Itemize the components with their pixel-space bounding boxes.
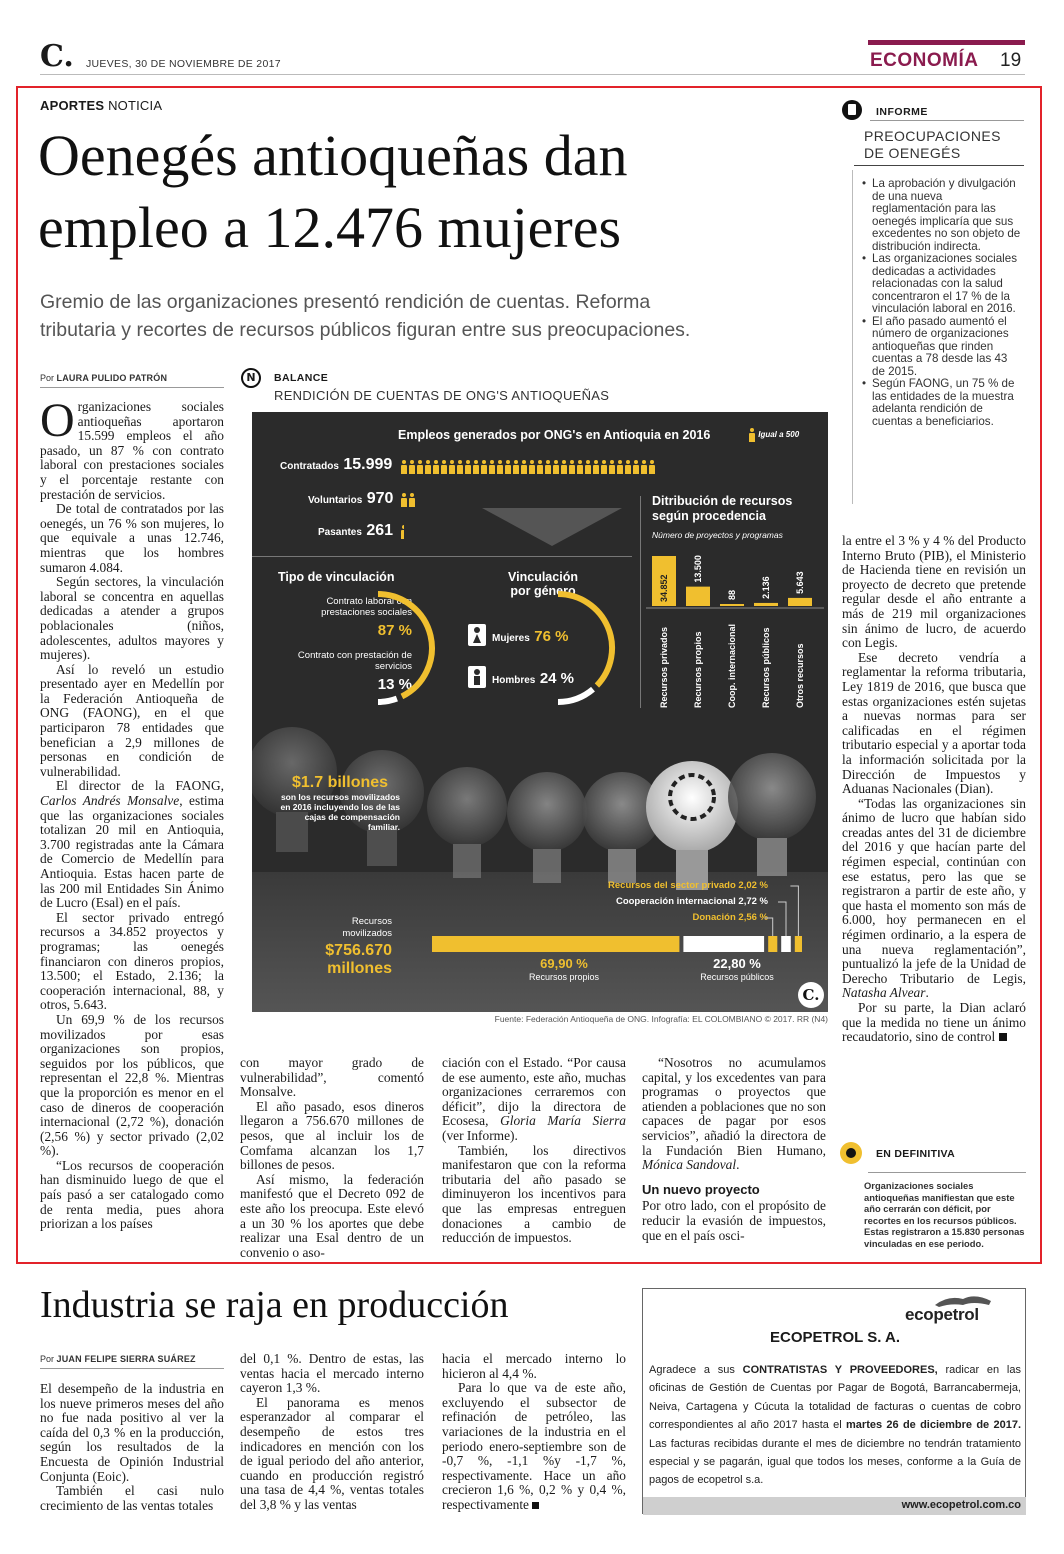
person-icon — [496, 460, 503, 474]
tipo-arc-chart — [368, 588, 448, 708]
person-icon — [504, 460, 511, 474]
text-run: , estima que las organizaciones sociales totalizan 20 mil en Antioquia, 3.700 registradas ante la Cámara de Comercio de Medellín para Antioquia. Estas hacen parte de las 200 mil Entidades Sin Ánimo de Lucro (Esal) en el país. — [40, 793, 224, 911]
logo-text: C. — [40, 39, 74, 74]
resource-segment — [795, 936, 802, 952]
cluster-icon — [840, 1142, 862, 1164]
text-run: Agradece a sus — [649, 1364, 743, 1376]
article-paragraph: Así lo reveló un estudio presentado ayer en Medellín por la Federación Antioqueña de ONG (FAONG), en el que participaron 78 entidades que benefician a 2,9 millones de personas en condición de vulnerabilidad. — [40, 661, 224, 779]
genero-arc-a — [558, 594, 612, 686]
second-column-1 — [40, 1382, 224, 1513]
article-column-4 — [642, 1056, 826, 1243]
article-paragraph — [842, 1001, 1026, 1045]
dist-bar — [686, 587, 710, 606]
informe-title-2: DE OENEGÉS — [864, 145, 961, 161]
person-icon — [512, 460, 519, 474]
article-paragraph: El año pasado, esos dineros llegaron a 756.670 millones de pesos, que al incluir los de Comfama alcanzan los 1,7 billones de pesos. — [240, 1098, 424, 1173]
en-definitiva-box — [838, 1140, 1028, 1254]
dist-category-label: Coop. internacional — [727, 623, 737, 708]
section-accent-bar — [868, 40, 1025, 45]
person-icon — [592, 460, 599, 474]
article-paragraph — [842, 797, 1026, 1001]
infographic-panel — [252, 412, 828, 1012]
article-paragraph: Ese decreto vendría a reglamentar la reforma tributaria, Ley 1819 de 2016, que busca que estas organizaciones estén sujetas a nuevas normas para ser calificadas en el régimen tributario especial y a aportar toda la información solicitada por la Dirección de Impuestos y Aduanas Nacionales (Dian). — [842, 649, 1026, 797]
dist-category-label: Recursos propios — [693, 631, 703, 708]
kicker-text: NOTICIA — [108, 98, 163, 113]
informe-item: • El año pasado aumentó el número de organizaciones antioqueñas que rinden cuentas a 78 desde las 43 de 2015. — [862, 316, 1022, 379]
person-icon — [748, 428, 755, 442]
text-run: Las facturas recibidas durante el mes de diciembre no tendrán tratamiento especial y se pagarán, igual que todos los meses, conforme a la Guía de pagos de ecopetrol s.a. — [649, 1437, 1021, 1487]
contratados-label: Contratados — [280, 461, 339, 472]
newspaper-logo — [40, 39, 74, 74]
dist-bar-value: 2.136 — [761, 576, 771, 599]
genero-title-2: por género — [510, 584, 576, 598]
subhead: Un nuevo proyecto — [642, 1181, 760, 1197]
dist-title-2: según procedencia — [652, 509, 766, 523]
dek-line-2: tributaria y recortes de recursos públicos figuran entre sus preocupaciones. — [40, 319, 691, 341]
donacion-label: Donación 2,56 % — [692, 912, 768, 923]
person-icon — [600, 460, 607, 474]
ad-body — [649, 1361, 1021, 1490]
article-column-2 — [240, 1056, 424, 1260]
contratados-row — [280, 456, 392, 474]
person-name: Carlos Andrés Monsalve — [40, 793, 180, 809]
dist-category-label: Otros recursos — [795, 643, 805, 708]
person-icon-partial — [408, 493, 415, 507]
movilizados-label-1: Recursos — [351, 916, 392, 927]
cooperacion-label: Cooperación internacional 2,72 % — [615, 896, 768, 907]
person-icon — [432, 460, 439, 474]
pasantes-value: 261 — [366, 522, 394, 539]
article-paragraph: El sector privado entregó recursos a 34.852 proyectos y programas; las oenegés financiaron con dineros propios, 13.500; el Estado, 2.136; la cooperación internacional, 88, y otros, 5.643. — [40, 909, 224, 1013]
genero-title-1: Vinculación — [508, 570, 578, 584]
person-icon — [624, 460, 631, 474]
end-mark-icon — [532, 1502, 539, 1509]
article-paragraph: “Los recursos de cooperación han disminuido luego de que el país pasó a ser catalogado como de renta media, pues ahora priorizan a los países — [40, 1157, 224, 1232]
informe-item: • La aprobación y divulgación de una nueva reglamentación para las oenegés implicaría que sus excedentes no son objeto de distribución indirecta. — [862, 178, 1022, 253]
person-icon-partial — [648, 460, 655, 474]
article-paragraph — [40, 394, 224, 502]
informe-item: • Las organizaciones sociales dedicadas a actividades relacionadas con la salud concentraron el 17 % de la vinculación laboral en 2016. — [862, 253, 1022, 316]
dist-bar-value: 5.643 — [795, 571, 805, 594]
person-icon — [400, 460, 407, 474]
masthead — [40, 40, 1025, 76]
person-icon — [568, 460, 575, 474]
person-icon — [448, 460, 455, 474]
tipo-a-label: Contrato laboral con prestaciones sociales — [321, 596, 412, 618]
text-run: . — [925, 985, 929, 1001]
byline-name: LAURA PULIDO PATRÓN — [56, 373, 168, 383]
person-icon — [520, 460, 527, 474]
person-icon — [608, 460, 615, 474]
divider-line — [252, 556, 632, 557]
tipo-title: Tipo de vinculación — [278, 570, 395, 584]
text-run: “Todas las organizaciones sin ánimo de lucro que habían sido creadas antes del 31 de diciembre del 2016 y que hacían parte del régimen especial, continúan con ese estatus, pero las que se registraron a partir de este año, y que hasta el momento son más de 6.000, hoy permanecen en el régimen ordinario, a la espera de una nueva reglamentación”, puntualizó la jefe de la Unidad de Derecho Tributario de Legis, — [842, 795, 1026, 986]
page-number: 19 — [1000, 50, 1022, 71]
article-column-5 — [842, 534, 1026, 1045]
person-icon — [552, 460, 559, 474]
text-run-bold: CONTRATISTAS Y PROVEEDORES, — [742, 1364, 938, 1376]
byline-name: JUAN FELIPE SIERRA SUÁREZ — [56, 1354, 196, 1364]
text-run: ciación con el Estado. “Por causa de ese aumento, este año, muchas organizaciones cerraremos con déficit”, dijo la directora de Ecosesa, — [442, 1055, 626, 1129]
resource-segment — [683, 936, 764, 952]
dist-title — [652, 494, 792, 524]
person-icon — [632, 460, 639, 474]
person-icon — [528, 460, 535, 474]
billones-value: $1.7 billones — [292, 774, 389, 791]
article-paragraph — [442, 1381, 626, 1512]
person-icon — [544, 460, 551, 474]
man-icon — [468, 666, 486, 688]
infographic — [240, 366, 828, 1028]
bulb-shape — [507, 772, 587, 883]
person-icon — [480, 460, 487, 474]
article-dek — [40, 288, 830, 344]
dist-bar-value: 88 — [727, 589, 737, 600]
en-definitiva-text: Organizaciones sociales antioqueñas manifiestan que este año cerrarán con déficit, por recortes en los recursos públicos. Estas registraron a 15.830 personas vinculadas en ese periodo. — [864, 1180, 1025, 1249]
dist-bar-value: 34.852 — [659, 574, 669, 602]
second-headline: Industria se raja en producción — [40, 1284, 509, 1326]
article-byline — [40, 373, 224, 388]
article-paragraph — [40, 779, 224, 910]
tipo-a-value: 87 % — [377, 622, 412, 639]
distribution-bar-chart — [642, 548, 828, 710]
article-column-1 — [40, 394, 224, 1232]
article-paragraph: Según sectores, la vinculación laboral se concentra en aquellas dedicadas a atender a grupos poblacionales (niños, adolescentes, adultos mayores y mujeres). — [40, 574, 224, 663]
second-column-3 — [442, 1352, 626, 1513]
person-icon — [408, 460, 415, 474]
movilizados-value-2: millones — [327, 960, 392, 977]
article-paragraph: del 0,1 %. Dentro de estas, las ventas hacia el mercado interno cayeron 1,3 %. — [240, 1351, 424, 1396]
resources-stacked-bar — [252, 872, 828, 1012]
byline-prefix: Por — [40, 1354, 55, 1364]
leader-line — [790, 886, 798, 936]
dist-bar — [754, 603, 778, 606]
byline-prefix: Por — [40, 373, 55, 383]
ad-url[interactable]: www.ecopetrol.com.co — [901, 1499, 1021, 1511]
publicos-value: 22,80 % — [713, 956, 761, 971]
informe-item: • Según FAONG, un 75 % de las entidades de la muestra adelanta rendición de cuentas a beneficiarios. — [862, 378, 1022, 428]
person-icon — [440, 460, 447, 474]
dek-line-1: Gremio de las organizaciones presentó rendición de cuentas. Reforma — [40, 291, 651, 313]
en-definitiva-rule — [868, 1172, 1026, 1173]
informe-title — [864, 128, 1001, 162]
propios-label: Recursos propios — [528, 972, 600, 982]
text-run-bold: martes 26 de diciembre de 2017. — [846, 1419, 1021, 1432]
infographic-kicker: BALANCE — [274, 372, 329, 384]
resource-segment — [432, 936, 679, 952]
headline-line-1: Oenegés antioqueñas dan — [38, 123, 628, 188]
person-name: Natasha Alvear — [842, 985, 926, 1001]
icon-legend — [748, 428, 799, 442]
hombres-value: 24 % — [539, 670, 575, 687]
person-icon — [536, 460, 543, 474]
genero-arc-b — [558, 689, 593, 702]
person-icon — [576, 460, 583, 474]
icon-legend-text: Igual a 500 — [758, 430, 800, 440]
mujeres-label: Mujeres — [492, 633, 530, 644]
text-run: . — [736, 1157, 740, 1173]
hombres-label: Hombres — [492, 675, 536, 686]
article-paragraph — [442, 1056, 626, 1144]
article-paragraph: Así mismo, la federación manifestó que el Decreto 092 de este año los preocupa. Este elevó a un 30 % los aportes que debe realizar una Esal dentro de un convenio o aso- — [240, 1171, 424, 1260]
text-run: Por su parte, la Dian aclaró que la medida no tiene un ánimo recaudatorio, sino de control — [842, 1000, 1026, 1045]
issue-date: JUEVES, 30 DE NOVIEMBRE DE 2017 — [86, 58, 281, 70]
informe-title-1: PREOCUPACIONES — [864, 128, 1001, 144]
article-paragraph: De total de contratados por las oenegés, un 76 % son mujeres, lo que equivale a unas 12.746, mientras que los hombres sumaron 4.084. — [40, 501, 224, 575]
voluntarios-label: Voluntarios — [308, 495, 363, 506]
article-headline — [38, 120, 828, 264]
person-icon — [584, 460, 591, 474]
person-icon-partial — [400, 525, 404, 539]
ecopetrol-ad — [642, 1288, 1026, 1514]
second-column-2 — [240, 1352, 424, 1513]
dist-bar — [788, 598, 812, 606]
person-icon — [424, 460, 431, 474]
person-icon — [488, 460, 495, 474]
mujeres-value: 76 % — [534, 628, 569, 645]
person-icon — [616, 460, 623, 474]
infographic-logo-text: C. — [802, 986, 820, 1004]
voluntarios-value: 970 — [366, 490, 394, 507]
tipo-b-value: 13 % — [377, 676, 412, 693]
billones-text: son los recursos movilizados en 2016 incluyendo los de las cajas de compensación familiar. — [280, 792, 400, 832]
dist-subtitle: Número de proyectos y programas — [652, 530, 783, 540]
infographic-title: RENDICIÓN DE CUENTAS DE ONG'S ANTIOQUEÑAS — [274, 388, 610, 403]
text-run: (ver Informe). — [442, 1127, 518, 1143]
article-paragraph: El desempeño de la industria en los nueve primeros meses del año no fue nada positivo al ver la caída del 0,3 % en la producción, según los resultados de la Encuesta de Opinión Industrial Conjunta (Eoic). — [40, 1381, 224, 1484]
tipo-arc-a — [378, 594, 432, 696]
article-column-3 — [442, 1056, 626, 1246]
text-run: “Nosotros no acumulamos capital, y los excedentes van para programas o proyectos que atienden a poblaciones que no son capaces de pagar por esos servicios”, añadió la directora de la Fundación Bien Humano, — [642, 1055, 826, 1158]
dist-bar — [720, 604, 744, 606]
end-mark-icon — [999, 1033, 1007, 1041]
article-kicker — [40, 98, 162, 113]
people-icons-voluntarios — [400, 492, 416, 511]
informe-box — [838, 96, 1026, 510]
contratados-value: 15.999 — [343, 456, 393, 473]
article-paragraph: El panorama es menos esperanzador al comparar el desempeño de estos tres indicadores en mención con los de igual periodo del año anterior, cuando en producción registró una tasa de 4,4 %, ventas totales del 3,8 % y las ventas — [240, 1394, 424, 1512]
text-run: Para lo que va de este año, excluyendo el subsector de refinación de petróleo, las variaciones de la industria en el periodo enero-septiembre son de -0,7 %, -1,1 %y -1,7 %, respectivamente. Hace un año crecieron 1,6 %, 0,2 % y 0,4 %, respectivamente — [442, 1380, 626, 1512]
person-icon — [472, 460, 479, 474]
person-icon — [456, 460, 463, 474]
informe-side-rule — [852, 170, 853, 504]
person-icon — [640, 460, 647, 474]
informe-list — [862, 178, 1022, 428]
dropcap: O — [40, 394, 75, 447]
bulb-shape — [427, 767, 507, 878]
en-definitiva-label: EN DEFINITIVA — [876, 1148, 955, 1160]
text-run: radicar en las oficinas de Gestión de Cuentas por Pagar de Bogotá, Barrancabermeja, Neiva, Cartagena y Cúcuta la totalidad de facturas o cuentas de cobro correspondientes al año 2017 hasta el — [649, 1364, 1021, 1432]
pasantes-row — [318, 522, 393, 540]
person-icon — [400, 493, 407, 507]
tipo-b-label: Contrato con prestación de servicios — [297, 650, 412, 672]
employment-title: Empleos generados por ONG's en Antioquia en 2016 — [398, 428, 711, 442]
iguana-icon — [933, 1291, 993, 1309]
people-icons-contratados — [400, 459, 828, 475]
person-icon — [416, 460, 423, 474]
article-paragraph: Por otro lado, con el propósito de reducir la evasión de impuestos, que en el país osci- — [642, 1198, 826, 1243]
genero-arc-chart — [548, 588, 628, 708]
movilizados-label-2: movilizados — [342, 928, 392, 939]
dist-bar-value: 13.500 — [693, 555, 703, 583]
resource-segment — [781, 936, 791, 952]
masthead-rule — [40, 74, 1025, 75]
pasantes-label: Pasantes — [318, 527, 362, 538]
bulb-shape — [646, 761, 738, 890]
ad-company: ECOPETROL S. A. — [769, 1329, 901, 1346]
leader-line — [778, 902, 786, 936]
person-icon — [560, 460, 567, 474]
balance-icon: N — [241, 368, 261, 388]
second-byline — [40, 1354, 224, 1369]
voluntarios-row — [308, 490, 393, 508]
people-icons-pasantes — [400, 524, 405, 543]
privado-label: Recursos del sector privado 2,02 % — [608, 880, 768, 891]
lead-text: rganizaciones sociales antioqueñas aportaron 15.599 empleos el año pasado, un 87 % con contrato laboral con prestaciones sociales y el porcentaje restante con prestación de servicios. — [40, 399, 224, 502]
informe-top-rule — [870, 120, 1024, 121]
tipo-arc-b — [378, 699, 397, 702]
article-paragraph: También el casi nulo crecimiento de las ventas totales — [40, 1483, 224, 1513]
kicker-bold: APORTES — [40, 98, 105, 113]
down-arrow-icon — [482, 508, 622, 546]
ecopetrol-logo: ecopetrol — [905, 1305, 979, 1324]
article-paragraph: También, los directivos manifestaron que con la reforma tributaria del año pasado se diminuyeron los incentivos para que las empresas entreguen donaciones a cambio de reducción de impuestos. — [442, 1142, 626, 1246]
article-paragraph: hacia el mercado interno lo hicieron al 4,4 %. — [442, 1351, 626, 1381]
person-name: Gloria María Sierra — [500, 1113, 626, 1129]
leader-line — [765, 918, 773, 936]
article-paragraph: la entre el 3 % y 4 % del Producto Interno Bruto (PIB), el Ministerio de Hacienda tiene en revisión un proyecto de decreto que pretende regular desde el año entrante a más de 219 mil organizaciones sin ánimo de lucro, de acuerdo con Legis. — [842, 533, 1026, 651]
resource-segment — [768, 936, 777, 952]
document-icon — [842, 100, 862, 120]
propios-value: 69,90 % — [540, 956, 588, 971]
headline-line-2: empleo a 12.476 mujeres — [38, 195, 622, 260]
dist-title-1: Ditribución de recursos — [652, 494, 793, 508]
person-icon — [464, 460, 471, 474]
article-paragraph: Un 69,9 % de los recursos movilizados por esas organizaciones son propios, seguidos por los públicos, que representan el 22,8 %. Mientras que la proporción es menor en el caso de dineros de cooperación internacional (2,72 %), donación (2,56 %) y sector privado (2,02 %). — [40, 1011, 224, 1159]
infographic-source: Fuente: Federación Antioqueña de ONG. Infografía: EL COLOMBIANO © 2017. RR (N4) — [494, 1014, 828, 1024]
dist-divider — [640, 496, 641, 708]
article-paragraph — [642, 1056, 826, 1173]
text-run: El director de la FAONG, — [56, 778, 224, 794]
woman-icon — [468, 624, 486, 646]
publicos-label: Recursos públicos — [700, 972, 774, 982]
section-name: ECONOMÍA — [870, 50, 979, 71]
infographic-logo — [798, 982, 824, 1008]
bulb-shape — [728, 753, 816, 876]
dist-category-label: Recursos privados — [659, 626, 669, 708]
dist-category-label: Recursos públicos — [761, 627, 771, 708]
informe-title-rule — [854, 165, 1024, 166]
person-name: Mónica Sandoval — [642, 1157, 737, 1173]
informe-label: INFORME — [876, 106, 928, 118]
article-paragraph: con mayor grado de vulnerabilidad”, comentó Monsalve. — [240, 1055, 424, 1100]
movilizados-value-1: $756.670 — [325, 942, 392, 959]
